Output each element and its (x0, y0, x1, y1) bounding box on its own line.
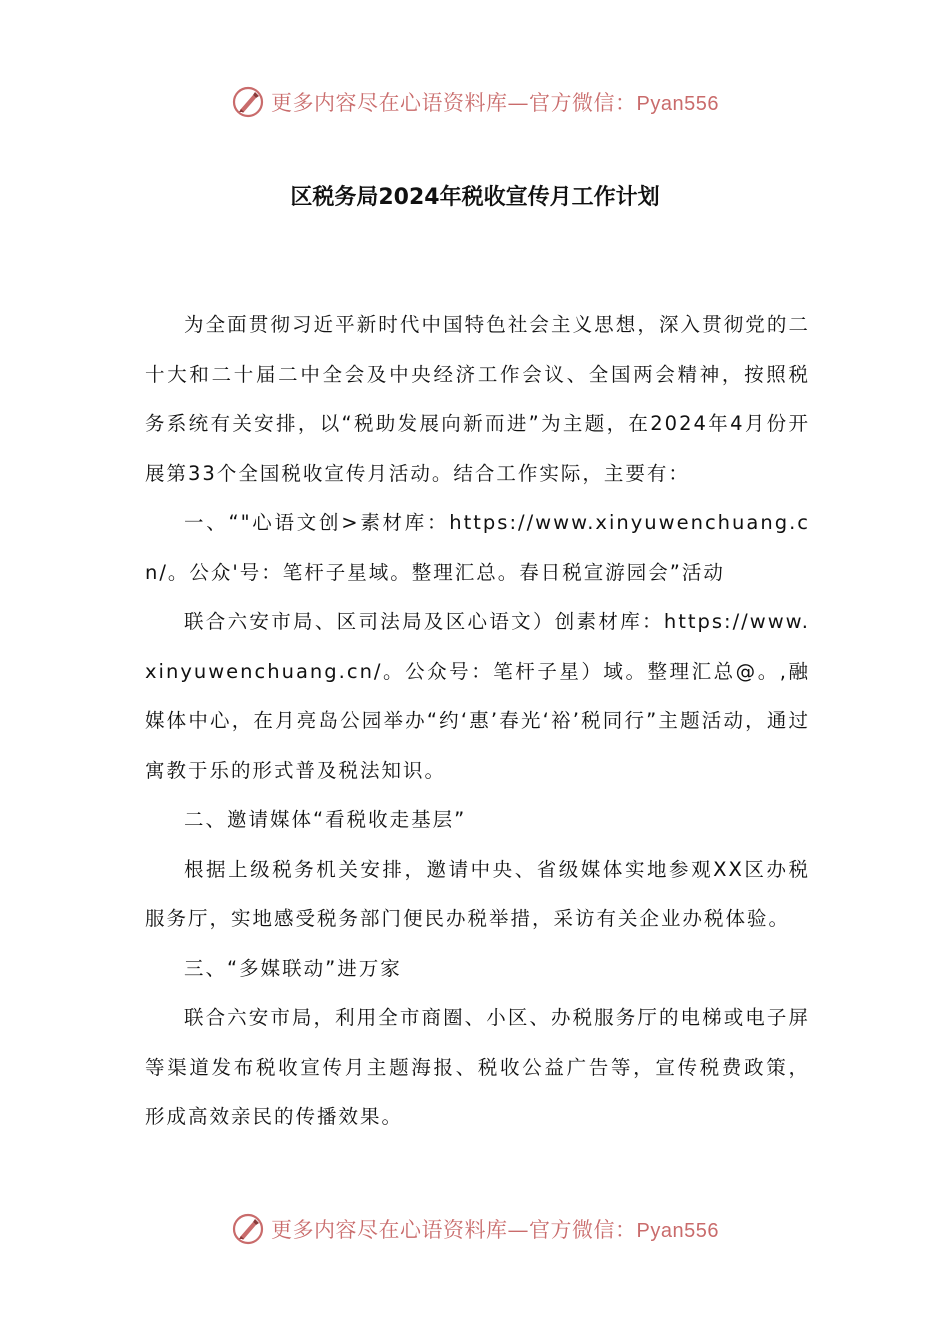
document-title: 区税务局2024年税收宣传月工作计划 (290, 185, 660, 210)
pen-logo-icon (231, 85, 265, 119)
section-2-body: 根据上级税务机关安排，邀请中央、省级媒体实地参观XX区办税服务厅，实地感受税务部门便民办税举措，采访有关企业办税体验。 (145, 857, 810, 930)
document-body (145, 300, 810, 1142)
section-3-heading: 三、“多媒联动”进万家 (184, 956, 402, 980)
pen-logo-icon (231, 1212, 265, 1246)
wechat-id: Pyan556 (636, 1220, 719, 1242)
section-1-body: 联合六安市局、区司法局及区心语文）创素材库：https://www.xinyuwenchuang.cn/。公众号：笔杆子星）域。整理汇总@。,融媒体中心，在月亮岛公园举办“约‘惠’春光‘裕’税同行”主题活动，通过寓教于乐的形式普及税法知识。 (145, 610, 810, 782)
wechat-id: Pyan556 (636, 93, 719, 115)
section-1-heading: 一、“"心语文创>素材库：https://www.xinyuwenchuang.cn/。公众'号：笔杆子星域。整理汇总。春日税宣游园会”活动 (145, 511, 810, 584)
header-watermark (0, 82, 950, 122)
section-3-body: 联合六安市局，利用全市商圈、小区、办税服务厅的电梯或电子屏等渠道发布税收宣传月主题海报、税收公益广告等，宣传税费政策，形成高效亲民的传播效果。 (145, 1006, 810, 1128)
watermark-text: 更多内容尽在心语资料库—官方微信：Pyan556 (271, 1218, 719, 1242)
section-2-heading: 二、邀请媒体“看税收走基层” (184, 808, 467, 831)
footer-watermark (0, 1209, 950, 1249)
watermark-text: 更多内容尽在心语资料库—官方微信：Pyan556 (271, 91, 719, 115)
paragraph-intro: 为全面贯彻习近平新时代中国特色社会主义思想，深入贯彻党的二十大和二十届二中全会及中央经济工作会议、全国两会精神，按照税务系统有关安排，以“税助发展向新而进”为主题，在2024年4月份开展第33个全国税收宣传月活动。结合工作实际，主要有： (145, 313, 810, 485)
